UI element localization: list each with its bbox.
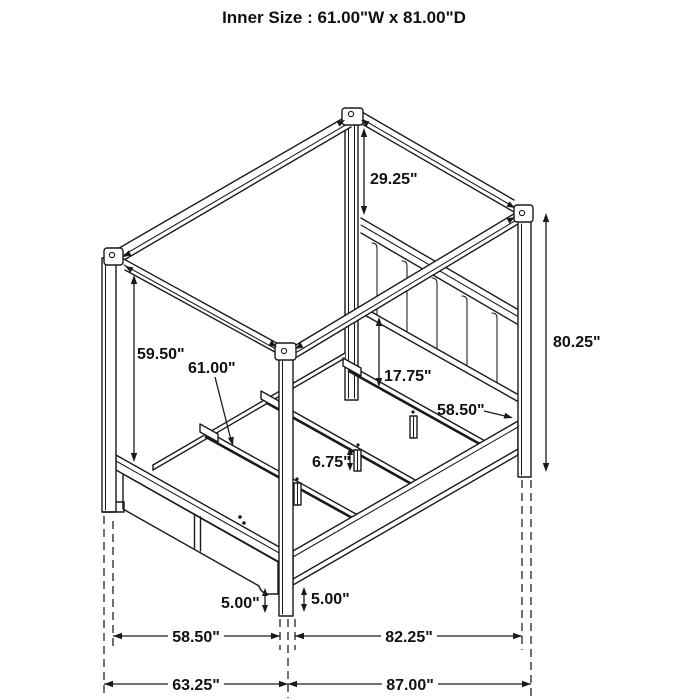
inner-side-rail: [153, 353, 345, 470]
dim-label-leg-height: 6.75": [312, 454, 351, 471]
dim-footboard-span: [113, 626, 280, 646]
dim-label-side-rail-inner: 58.50": [437, 402, 485, 419]
front-post: [279, 358, 293, 616]
drawer-knob: [242, 521, 246, 525]
dim-clearance-front: [301, 587, 350, 612]
dim-label-clearance-left: 5.00": [221, 595, 260, 612]
drawer-knob: [238, 515, 242, 519]
dim-label-footboard-span: 58.50": [172, 629, 220, 646]
dim-label-inner-width: 61.00": [188, 360, 236, 377]
footboard: [116, 455, 281, 594]
dim-label-overall-depth: 87.00": [386, 677, 434, 694]
dim-label-overall-height: 80.25": [553, 334, 601, 351]
right-post: [518, 221, 531, 477]
dim-label-post-height: 59.50": [137, 346, 185, 363]
dim-label-side-span: 82.25": [385, 629, 433, 646]
back-post: [345, 121, 358, 400]
dim-label-canopy-gap: 29.25": [370, 171, 418, 188]
left-post: [102, 258, 124, 512]
dim-post-height: [131, 275, 185, 462]
dim-leg-height: [312, 447, 353, 471]
dim-overall-height: [543, 213, 601, 472]
dim-label-clearance-front: 5.00": [311, 591, 350, 608]
dim-overall-depth: [288, 674, 531, 694]
page-title: Inner Size : 61.00"W x 81.00"D: [222, 8, 466, 27]
dim-overall-width: [104, 674, 288, 694]
dim-side-rail-inner: [437, 402, 513, 419]
dim-label-headboard-panel: 17.75": [384, 368, 432, 385]
dim-clearance-left: [221, 588, 268, 613]
dim-label-overall-width: 63.25": [172, 677, 220, 694]
dim-side-span: [295, 626, 522, 646]
